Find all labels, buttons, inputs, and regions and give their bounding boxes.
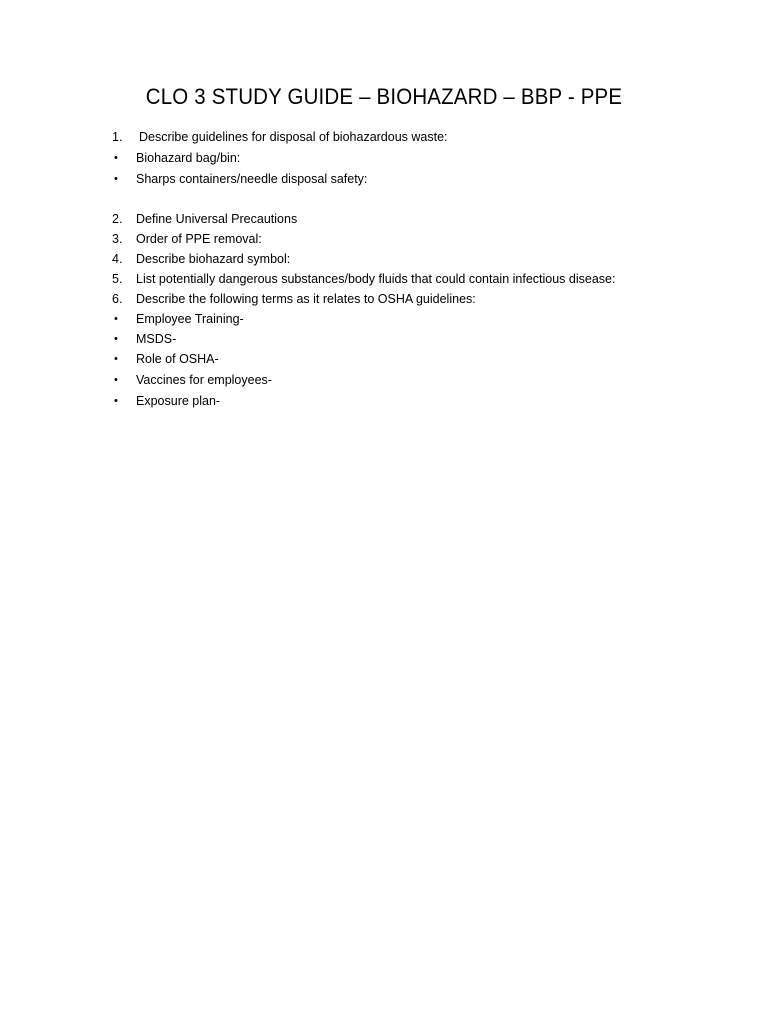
- list-item-text: Role of OSHA-: [136, 352, 219, 366]
- list-item-number: 1.: [112, 130, 123, 144]
- list-item-bullet: [0, 329, 768, 349]
- list-item-bullet: [0, 148, 768, 168]
- list-item-text: Describe guidelines for disposal of biohazardous waste:: [139, 130, 448, 144]
- list-item-1: [0, 127, 768, 147]
- list-item-text: Vaccines for employees-: [136, 373, 272, 387]
- bullet-icon: •: [114, 173, 118, 185]
- list-item-number: 4.: [112, 252, 123, 266]
- list-item-bullet: [0, 349, 768, 369]
- list-item-text: Biohazard bag/bin:: [136, 151, 241, 165]
- page-title: CLO 3 STUDY GUIDE – BIOHAZARD – BBP - PPE: [145, 84, 623, 109]
- bullet-icon: •: [114, 374, 118, 386]
- list-item-number: 5.: [112, 272, 123, 286]
- list-item-3: [0, 229, 768, 249]
- list-item-number: 2.: [112, 212, 123, 226]
- list-item-text: Describe the following terms as it relates to OSHA guidelines:: [136, 292, 476, 306]
- bullet-icon: •: [114, 313, 118, 325]
- list-item-text: Sharps containers/needle disposal safety:: [136, 172, 368, 186]
- bullet-icon: •: [114, 152, 118, 164]
- list-item-text: MSDS-: [136, 332, 177, 346]
- list-item-number: 6.: [112, 292, 123, 306]
- list-item-bullet: [0, 370, 768, 390]
- list-item-6: [0, 289, 768, 309]
- bullet-icon: •: [114, 395, 118, 407]
- list-item-4: [0, 249, 768, 269]
- list-item-text: List potentially dangerous substances/body fluids that could contain infectious disease:: [136, 272, 616, 286]
- list-item-text: Exposure plan-: [136, 394, 221, 408]
- list-item-bullet: [0, 391, 768, 411]
- list-item-text: Describe biohazard symbol:: [136, 252, 291, 266]
- list-item-bullet: [0, 309, 768, 329]
- bullet-icon: •: [114, 353, 118, 365]
- list-item-text: Order of PPE removal:: [136, 232, 262, 246]
- list-item-text: Define Universal Precautions: [136, 212, 298, 226]
- list-item-number: 3.: [112, 232, 123, 246]
- list-item-text: Employee Training-: [136, 312, 244, 326]
- list-item-5: [0, 269, 768, 289]
- bullet-icon: •: [114, 333, 118, 345]
- list-item-bullet: [0, 169, 768, 189]
- list-item-2: [0, 209, 768, 229]
